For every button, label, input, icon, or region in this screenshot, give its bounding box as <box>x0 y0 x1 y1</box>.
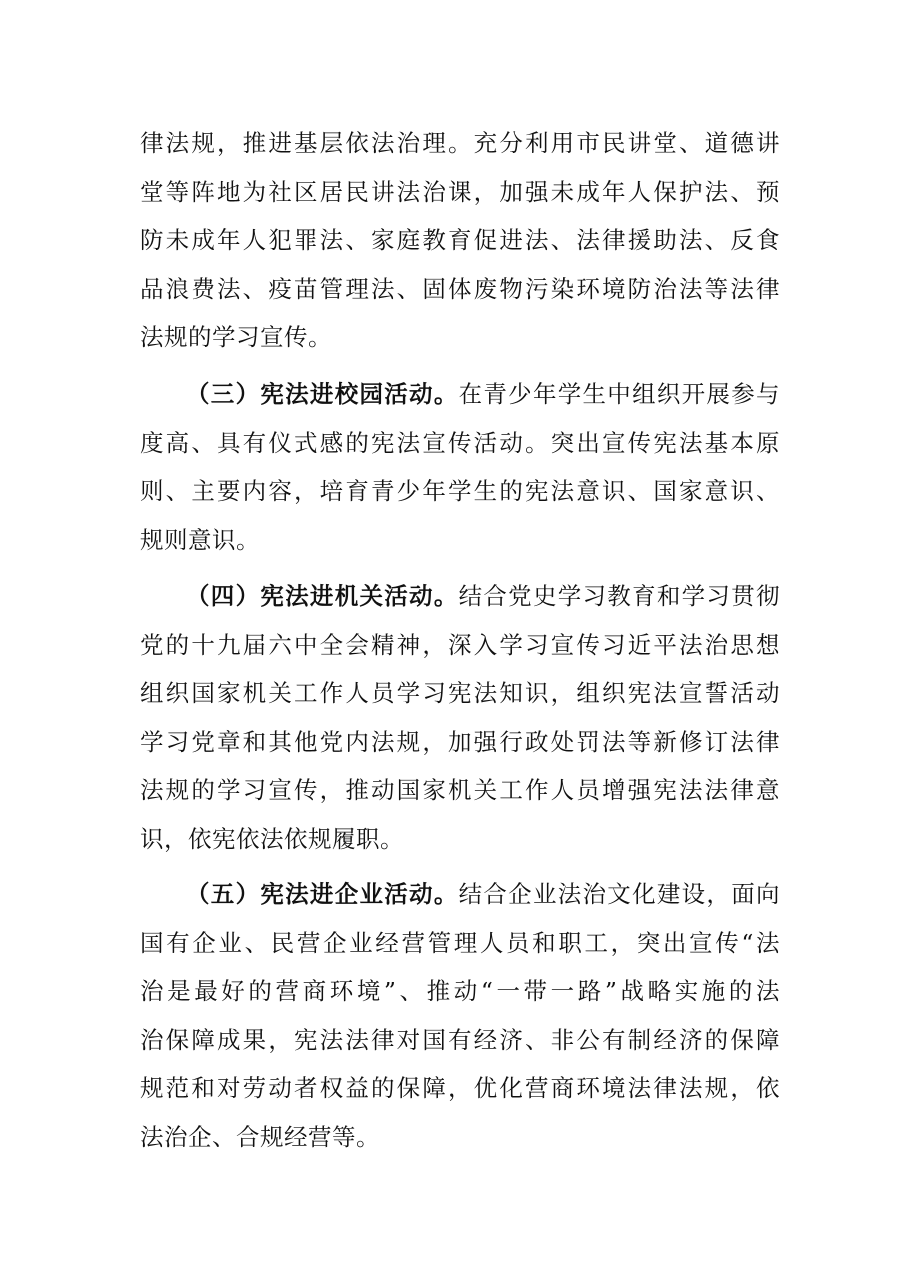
text-run: 结合党史学习教育和学习贯彻 <box>458 582 780 610</box>
section-heading: （五）宪法进企业活动。 <box>186 880 459 908</box>
text-line: 识，依宪依法依规履职。 <box>140 824 404 853</box>
text-line: 律法规，推进基层依法治理。充分利用市民讲堂、道德讲 <box>140 129 780 157</box>
text-line: 法规的学习宣传，推动国家机关工作人员增强宪法法律意 <box>140 776 780 804</box>
text-line: 学习党章和其他党内法规，加强行政处罚法等新修订法律 <box>140 727 780 756</box>
text-line: 度高、具有仪式感的宪法宣传活动。突出宣传宪法基本原 <box>140 428 780 457</box>
text-line: 法规的学习宣传。 <box>140 323 332 351</box>
section-heading: （四）宪法进机关活动。 <box>186 582 459 610</box>
text-line: 规则意识。 <box>140 525 260 554</box>
text-line: 规范和对劳动者权益的保障，优化营商环境法律法规，依 <box>140 1074 780 1102</box>
text-line: 堂等阵地为社区居民讲法治课，加强未成年人保护法、预 <box>140 177 780 206</box>
text-run: 结合企业法治文化建设，面向 <box>458 880 780 908</box>
text-line: 治保障成果，宪法法律对国有经济、非公有制经济的保障 <box>140 1025 780 1054</box>
text-line: 党的十九届六中全会精神，深入学习宣传习近平法治思想 <box>140 630 780 659</box>
text-line: 法治企、合规经营等。 <box>140 1122 380 1151</box>
text-line: 防未成年人犯罪法、家庭教育促进法、法律援助法、反食 <box>140 226 780 254</box>
text-line: 治是最好的营商环境”、推动“一带一路”战略实施的法 <box>140 977 780 1005</box>
text-line: 则、主要内容，培育青少年学生的宪法意识、国家意识、 <box>140 477 780 505</box>
paragraph-section-5 <box>140 870 780 1161</box>
text-line: 国有企业、民营企业经营管理人员和职工，突出宣传“法 <box>140 928 780 957</box>
text-line <box>140 572 780 621</box>
paragraph-continuation <box>140 119 780 362</box>
paragraph-section-4 <box>140 572 780 863</box>
text-line <box>140 870 780 919</box>
text-line <box>140 370 780 419</box>
text-line: 组织国家机关工作人员学习宪法知识，组织宪法宣誓活动 <box>140 679 780 707</box>
section-heading: （三）宪法进校园活动。 <box>186 380 459 408</box>
text-line: 品浪费法、疫苗管理法、固体废物污染环境防治法等法律 <box>140 274 780 303</box>
text-run: 在青少年学生中组织开展参与 <box>458 380 780 408</box>
paragraph-section-3 <box>140 370 780 564</box>
